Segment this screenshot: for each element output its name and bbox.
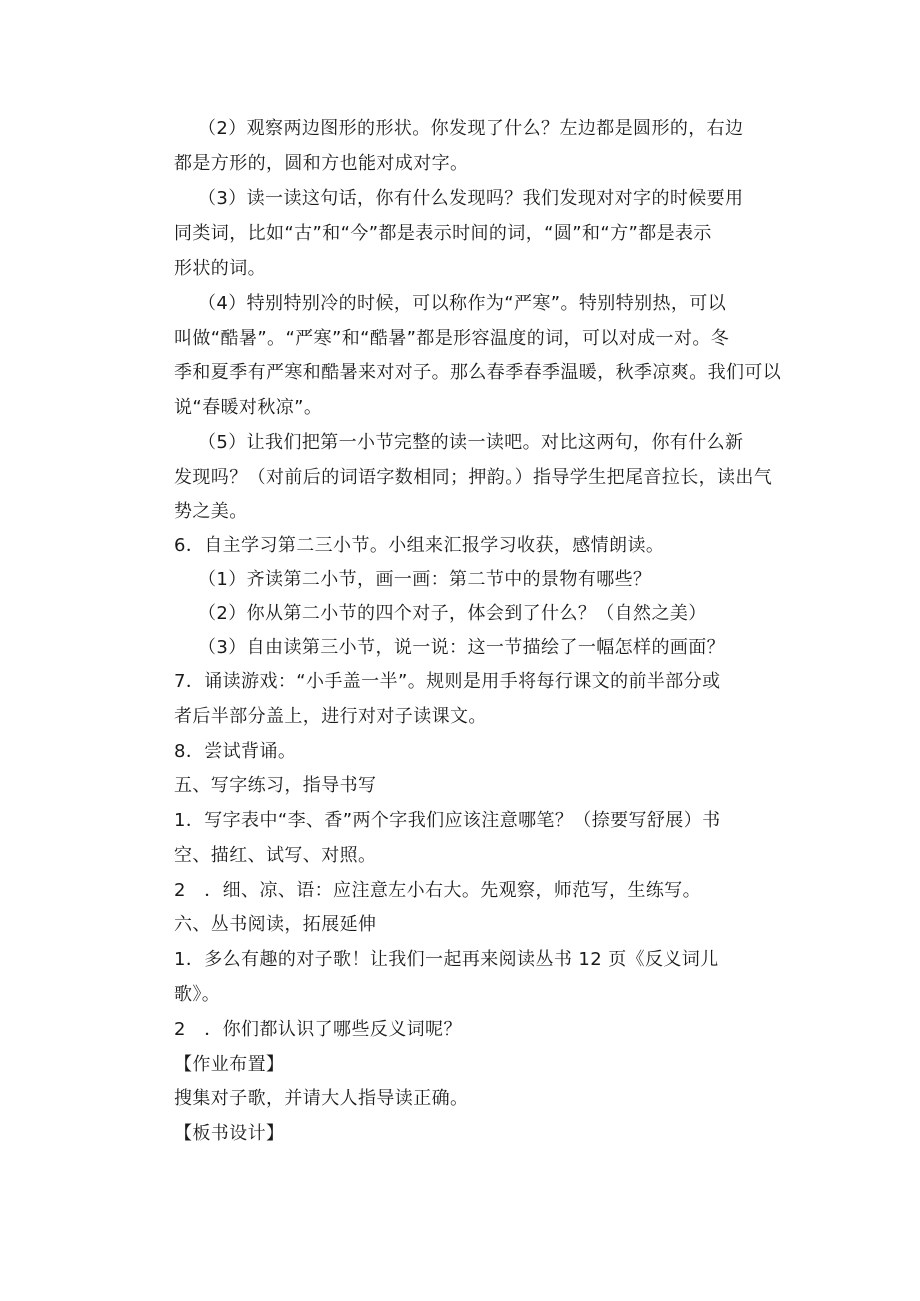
paragraph-line: 7．诵读游戏：“小手盖一半”。规则是用手将每行课文的前半部分或 (174, 671, 721, 692)
paragraph-line: 者后半部分盖上，进行对对子读课文。 (174, 706, 487, 727)
paragraph-line: 空、描红、试写、对照。 (174, 845, 377, 866)
section-heading: 六、丛书阅读，拓展延伸 (174, 914, 377, 935)
paragraph-line: 势之美。 (174, 501, 248, 522)
paragraph-line: 同类词，比如“古”和“今”都是表示时间的词，“圆”和“方”都是表示 (174, 223, 712, 244)
paragraph-line: 1．写字表中“李、香”两个字我们应该注意哪笔？（捺要写舒展）书 (174, 810, 721, 831)
section-heading: 【作业布置】 (174, 1054, 285, 1075)
paragraph-line: （4）特别特别冷的时候，可以称作为“严寒”。特别特别热，可以 (198, 293, 727, 314)
paragraph-line: （2）你从第二小节的四个对子，体会到了什么？（自然之美） (198, 603, 707, 624)
paragraph-line: 6．自主学习第二三小节。小组来汇报学习收获，感情朗读。 (174, 535, 665, 556)
paragraph-line: 搜集对子歌，并请大人指导读正确。 (174, 1088, 469, 1109)
paragraph-line: （5）让我们把第一小节完整的读一读吧。对比这两句，你有什么新 (198, 432, 744, 453)
paragraph-line: （2）观察两边图形的形状。你发现了什么？左边都是圆形的，右边 (198, 118, 744, 139)
section-heading: 【板书设计】 (174, 1123, 285, 1144)
paragraph-line: 说“春暖对秋凉”。 (174, 397, 323, 418)
paragraph-line: 都是方形的，圆和方也能对成对字。 (174, 153, 469, 174)
paragraph-line: （1）齐读第二小节，画一画：第二节中的景物有哪些？ (198, 569, 652, 590)
paragraph-line: 季和夏季有严寒和酷暑来对对子。那么春季春季温暖，秋季凉爽。我们可以 (174, 362, 782, 383)
paragraph-line: 发现吗？（对前后的词语字数相同；押韵。）指导学生把尾音拉长，读出气 (174, 467, 773, 488)
paragraph-line: （3）读一读这句话，你有什么发现吗？我们发现对对字的时候要用 (198, 188, 744, 209)
paragraph-line: （3）自由读第三小节，说一说：这一节描绘了一幅怎样的画面？ (198, 637, 726, 658)
paragraph-line: 8．尝试背诵。 (174, 741, 297, 762)
section-heading: 五、写字练习，指导书写 (174, 775, 377, 796)
paragraph-line: 形状的词。 (174, 258, 266, 279)
paragraph-line: 2 ．你们都认识了哪些反义词呢？ (174, 1019, 462, 1040)
paragraph-line: 2 ．细、凉、语：应注意左小右大。先观察，师范写，生练写。 (174, 880, 702, 901)
paragraph-line: 歌》。 (174, 984, 221, 1005)
paragraph-line: 叫做“酷暑”。“严寒”和“酷暑”都是形容温度的词，可以对成一对。冬 (174, 328, 730, 349)
paragraph-line: 1．多么有趣的对子歌！让我们一起再来阅读丛书 12 页《反义词儿 (174, 949, 719, 970)
